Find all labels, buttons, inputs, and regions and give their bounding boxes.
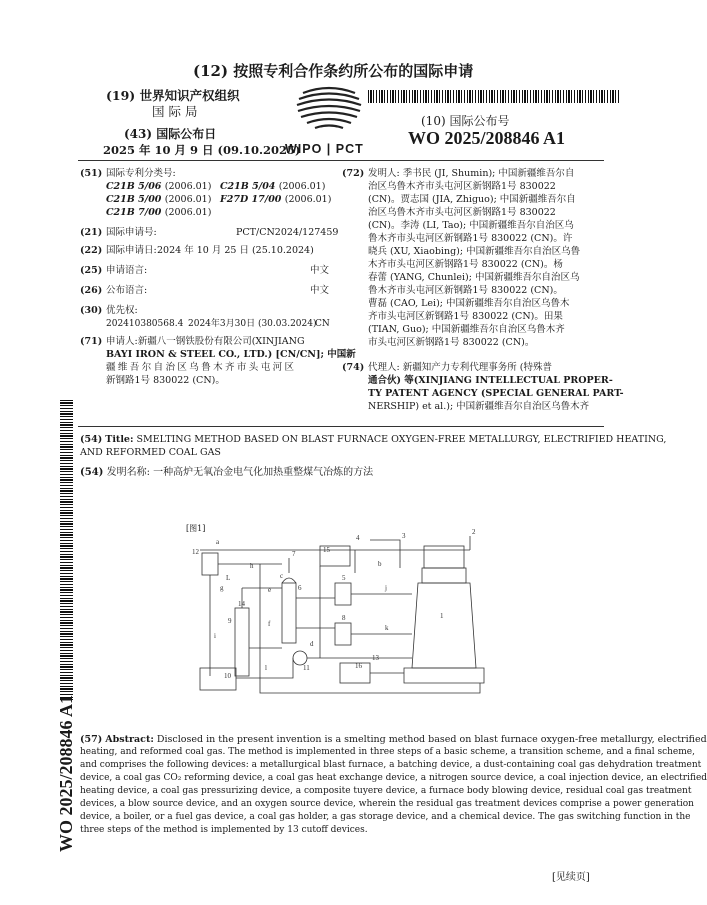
publication-date-value: 2025 年 10 月 9 日 (09.10.2025) — [103, 143, 301, 157]
diagram-label: 1 — [440, 612, 444, 620]
publication-date-label: (43) 国际公布日 — [124, 127, 217, 141]
inventor-line: 木齐市头屯河区新钢路1号 830022 (CN)。杨 — [368, 259, 563, 270]
figure-caption: [图1] — [186, 524, 206, 533]
applicant-line: 申请人:新疆八一钢铁股份有限公司(XINJIANG — [106, 336, 305, 347]
diagram-label: 14 — [238, 600, 245, 608]
header-divider — [78, 160, 604, 161]
ipc-entry: F27D 17/00 (2006.01) — [220, 194, 332, 205]
field-21: (21) 国际申请号: — [80, 227, 157, 238]
inventor-line: 鲁木齐市头屯河区新钢路1号 830022 (CN)。 — [368, 285, 563, 296]
priority-date: 2024年3月30日 (30.03.2024) — [188, 319, 317, 329]
title-chinese: (54) 发明名称: 一种高炉无氧冶金电气化加热重整煤气冶炼的方法 — [80, 467, 374, 478]
publication-language: 中文 — [310, 285, 330, 296]
applicant-line: 新钢路1号 830022 (CN)。 — [106, 375, 225, 386]
inventor-line: 春蕾 (YANG, Chunlei); 中国新疆维吾尔自治区乌 — [368, 272, 580, 283]
agent-line: 代理人: 新疆知产力专利代理事务所 (特殊普 — [368, 362, 552, 373]
field-26: (26) 公布语言: — [80, 285, 148, 296]
diagram-label: i — [214, 632, 216, 640]
inventor-line: 曹磊 (CAO, Lei); 中国新疆维吾尔自治区乌鲁木 — [368, 298, 570, 309]
diagram-label: 2 — [472, 528, 476, 536]
diagram-label: d — [310, 640, 314, 648]
agent-line: TY PATENT AGENCY (SPECIAL GENERAL PART- — [368, 388, 624, 399]
abstract-line: device, a boiler, or a fuel gas device, a coal gas holder, a gas storage device, and a chemical device. The gas switching function in the — [80, 812, 691, 822]
applicant-line: 疆维吾尔自治区乌鲁木齐市头屯河区 — [106, 362, 297, 373]
diagram-label: g — [220, 584, 224, 592]
diagram-label: 13 — [372, 654, 379, 662]
inventor-line: (CN)。李涛 (LI, Tao); 中国新疆维吾尔自治区乌 — [368, 220, 574, 231]
wipo-emblem-icon — [281, 85, 377, 147]
diagram-label: k — [385, 624, 389, 632]
diagram-label: 3 — [402, 532, 406, 540]
inventor-line: (CN)。贾志国 (JIA, Zhiguo); 中国新疆维吾尔自 — [368, 194, 576, 205]
diagram-label: 8 — [342, 614, 346, 622]
diagram-label: h — [250, 562, 254, 570]
applicant-line: BAYI IRON & STEEL CO., LTD.) [CN/CN]; 中国新 — [106, 349, 356, 360]
diagram-label: 11 — [303, 664, 310, 672]
abstract-line: and comprises the following devices: a metallurgical blast furnace, a batching device, a dust-containing coal gas dehydration treatment — [80, 760, 702, 770]
abstract-line: heating device, a coal gas pressurizing device, a composite tuyere device, a furnace body blowing device, residual coal gas treatment — [80, 786, 692, 796]
diagram-label: 5 — [342, 574, 346, 582]
agent-line: 通合伙) 等(XINJIANG INTELLECTUAL PROPER- — [368, 375, 613, 386]
diagram-label: e — [268, 586, 272, 594]
diagram-label: a — [216, 538, 220, 546]
flow-diagram-svg — [180, 528, 490, 698]
diagram-label: 9 — [228, 617, 232, 625]
diagram-label: 6 — [298, 584, 302, 592]
priority-country: CN — [315, 319, 330, 329]
diagram-label: b — [378, 560, 382, 568]
agent-line: NERSHIP) et al.); 中国新疆维吾尔自治区乌鲁木齐 — [368, 401, 590, 412]
title-english: (54) Title: SMELTING METHOD BASED ON BLAST FURNACE OXYGEN-FREE METALLURGY, ELECTRIFIED HEATING, — [80, 434, 667, 445]
field-72-number: (72) — [342, 168, 365, 179]
biblio-divider — [78, 426, 604, 427]
publication-barcode — [368, 90, 620, 103]
diagram-label: 12 — [192, 548, 199, 556]
wipo-pct-wordmark: WIPO | PCT — [285, 142, 364, 156]
diagram-label: L — [226, 574, 231, 582]
abstract-line: three steps of the method is implemented by 13 cutoff devices. — [80, 825, 368, 835]
abstract-line: heating, and reformed coal gas. The method is implemented in three steps of a basic scheme, a transition scheme, and a final scheme, — [80, 747, 695, 757]
inventor-line: 治区乌鲁木齐市头屯河区新钢路1号 830022 — [368, 207, 556, 218]
abstract-line: devices, a blow source device, and an oxygen source device, wherein the residual gas treatment devices comprise a power generation — [80, 799, 694, 809]
publication-number: WO 2025/208846 A1 — [408, 128, 566, 148]
field-22: (22) 国际申请日: — [80, 245, 157, 256]
diagram-label: 4 — [356, 534, 360, 542]
inventor-line: 齐市头屯河区新钢路1号 830022 (CN)。田果 — [368, 311, 563, 322]
filing-language: 中文 — [310, 265, 330, 276]
filing-date: 2024 年 10 月 25 日 (25.10.2024) — [157, 245, 314, 256]
diagram-label: 10 — [224, 672, 231, 680]
ipc-entry: C21B 5/06 (2006.01) — [106, 181, 212, 192]
field-74-number: (74) — [342, 362, 365, 373]
inventor-line: (TIAN, Guo); 中国新疆维吾尔自治区乌鲁木齐 — [368, 324, 565, 335]
blast-furnace-shape — [412, 583, 476, 668]
diagram-label: 16 — [355, 662, 362, 670]
diagram-label: l — [265, 664, 267, 672]
diagram-label: f — [268, 620, 271, 628]
ipc-entry: C21B 7/00 (2006.01) — [106, 207, 212, 218]
organization-bureau: 国 际 局 — [152, 104, 198, 119]
document-type-title: (12) 按照专利合作条约所公布的国际申请 — [193, 62, 474, 80]
publication-number-label: (10) 国际公布号 — [421, 114, 510, 128]
diagram-label: j — [385, 584, 387, 592]
wipo-logo — [281, 85, 377, 147]
field-51: (51) 国际专利分类号: — [80, 168, 176, 179]
inventor-line: 发明人: 季书民 (JI, Shumin); 中国新疆维吾尔自 — [368, 168, 575, 179]
inventor-line: 市头屯河区新钢路1号 830022 (CN)。 — [368, 337, 535, 348]
title-english-continued: AND REFORMED COAL GAS — [80, 447, 221, 458]
inventor-line: 治区乌鲁木齐市头屯河区新钢路1号 830022 — [368, 181, 556, 192]
side-publication-number: WO 2025/208846 A1 — [56, 694, 76, 852]
inventor-line: 鲁木齐市头屯河区新钢路1号 830022 (CN)。许 — [368, 233, 573, 244]
field-30: (30) 优先权: — [80, 305, 138, 316]
organization-name: (19) 世界知识产权组织 — [106, 88, 240, 103]
inventor-line: 晓兵 (XU, Xiaobing); 中国新疆维吾尔自治区乌鲁 — [368, 246, 581, 257]
field-71-number: (71) — [80, 336, 103, 347]
application-number: PCT/CN2024/127459 — [236, 227, 339, 238]
diagram-label: c — [280, 572, 284, 580]
ipc-entry: C21B 5/00 (2006.01) — [106, 194, 212, 205]
diagram-label: 7 — [292, 550, 296, 558]
process-diagram — [180, 528, 490, 698]
continued-on-next-page: [见续页] — [552, 872, 590, 883]
field-25: (25) 申请语言: — [80, 265, 148, 276]
priority-number: 202410380568.4 — [106, 319, 184, 329]
abstract-line: device, a coal gas CO₂ reforming device, a coal gas heat exchange device, a nitrogen source device, a coal injection device, an electrified — [80, 773, 707, 783]
abstract-line: (57) Abstract: Disclosed in the present invention is a smelting method based on blast furnace oxygen-free metallurgy, electrified — [80, 734, 707, 745]
ipc-entry: C21B 5/04 (2006.01) — [220, 181, 326, 192]
diagram-label: 15 — [323, 546, 330, 554]
